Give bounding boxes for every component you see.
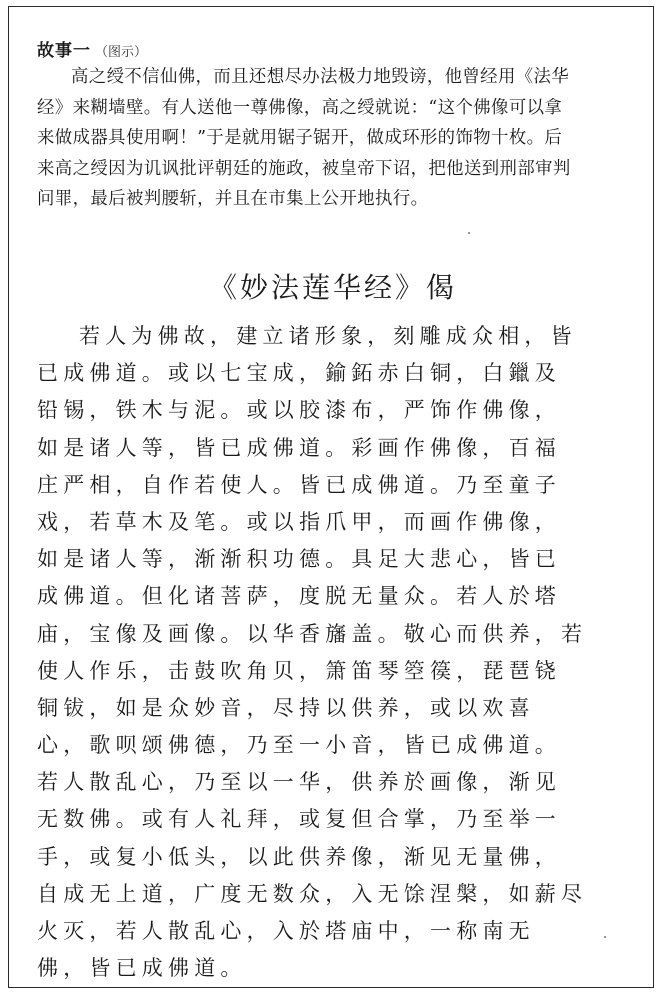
verse-line: 铜钹，如是众妙音，尽持以供养，或以欢喜 xyxy=(37,695,535,720)
story-line: 问罪，最后被判腰斩，并且在市集上公开地执行。 xyxy=(37,189,429,209)
story-line: 来高之绶因为讥讽批评朝廷的施政，被皇帝下诏，把他送到刑部审判 xyxy=(37,158,571,179)
story-line: 经》来糊墙壁。有人送他一尊佛像，高之绶就说：“这个佛像可以拿 xyxy=(37,97,563,118)
verse-line: 心，歌呗颂佛德，乃至一小音，皆已成佛道。 xyxy=(37,733,561,758)
verse-line: 庄严相，自作若使人。皆已成佛道。乃至童子 xyxy=(37,472,561,497)
speck xyxy=(604,936,606,938)
verse-line: 使人作乐，击鼓吹角贝，箫笛琴箜篌，琵琶铙 xyxy=(37,658,561,683)
verse-line: 如是诸人等，渐渐积功德。具足大悲心，皆已 xyxy=(37,547,561,572)
story-line: 高之绶不信仙佛，而且还想尽办法极力地毁谤，他曾经用《法华 xyxy=(71,67,570,87)
verse-line: 成佛道。但化诸菩萨，度脱无量众。若人於塔 xyxy=(37,584,561,609)
verse-line: 已成佛道。或以七宝成，鍮鉐赤白铜，白鑞及 xyxy=(37,361,561,386)
verse-title: 《妙法莲华经》偈 xyxy=(208,271,457,304)
verse-line: 戏，若草木及笔。或以指爪甲，而画作佛像， xyxy=(37,509,561,534)
story-heading xyxy=(37,36,649,61)
verse-line: 若人散乱心，乃至以一华，供养於画像，渐见 xyxy=(37,770,561,795)
verse-line: 火灭，若人散乱心，入於塔庙中，一称南无 xyxy=(37,919,535,943)
story-tag: （图示） xyxy=(95,45,148,60)
verse-line: 如是诸人等，皆已成佛道。彩画作佛像，百福 xyxy=(37,435,561,460)
story-body xyxy=(37,62,649,215)
story-title: 故事一 xyxy=(37,41,91,61)
verse-line: 自成无上道，广度无数众，入无馀涅槃，如薪尽 xyxy=(37,881,588,906)
story-section xyxy=(37,36,649,215)
speck xyxy=(468,232,470,234)
verse-line: 无数佛。或有人礼拜，或复但合掌，乃至举一 xyxy=(37,807,561,832)
verse-line: 庙，宝像及画像。以华香旛盖。敬心而供养，若 xyxy=(37,621,588,646)
verse-section xyxy=(37,318,649,987)
verse-line: 佛，皆已成佛道。 xyxy=(37,956,247,981)
story-line: 来做成器具使用啊！”于是就用锯子锯开，做成环形的饰物十枚。后 xyxy=(37,128,563,148)
verse-line: 手，或复小低头，以此供养像，渐见无量佛， xyxy=(37,844,561,869)
verse-line: 铅锡，铁木与泥。或以胶漆布，严饰作佛像， xyxy=(37,398,561,423)
verse-line: 若人为佛故，建立诸形象，刻雕成众相，皆 xyxy=(79,324,577,348)
